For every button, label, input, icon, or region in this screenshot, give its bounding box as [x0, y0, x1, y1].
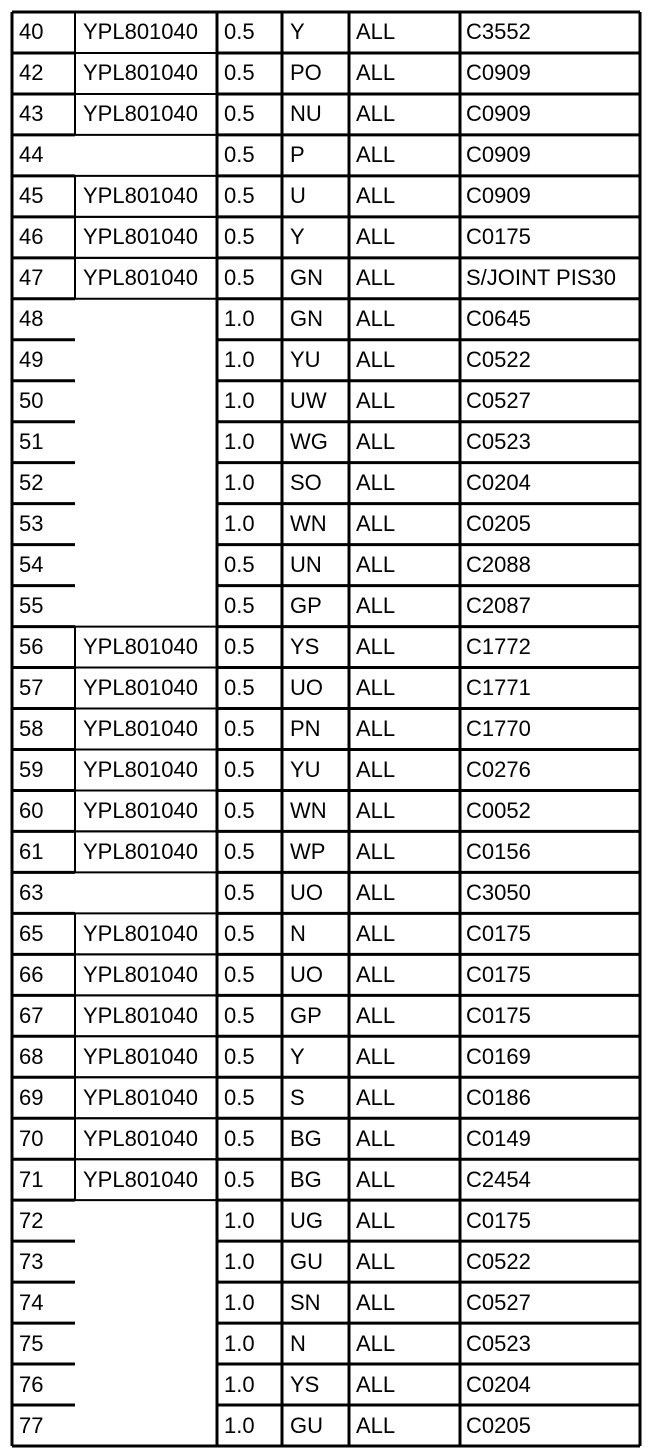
wire-color: GP: [290, 1002, 322, 1028]
part-number: YPL801040: [83, 60, 198, 86]
row-id: 68: [19, 1043, 44, 1069]
wire-size: 0.5: [224, 552, 255, 578]
connector-code: C2088: [466, 552, 531, 578]
connector-code: C0204: [466, 470, 531, 496]
scope: ALL: [356, 1371, 396, 1397]
connector-code: C0276: [466, 756, 531, 782]
wire-size: 0.5: [224, 265, 255, 291]
part-number: YPL801040: [83, 716, 198, 741]
connector-code: C0175: [466, 224, 531, 250]
scope: ALL: [356, 920, 396, 946]
row-id: 58: [19, 716, 44, 741]
scope: ALL: [356, 961, 396, 987]
wire-color: UO: [290, 879, 323, 905]
wire-color: YS: [290, 634, 320, 660]
part-number: YPL801040: [83, 920, 198, 946]
connector-code: C0527: [466, 1289, 531, 1315]
wire-color: UN: [290, 552, 322, 578]
row-id: 42: [19, 60, 44, 86]
connector-code: C1771: [466, 675, 531, 701]
row-id: 73: [19, 1248, 44, 1274]
part-number: YPL801040: [83, 675, 198, 701]
row-id: 53: [19, 511, 44, 537]
connector-code: S/JOINT PIS30: [466, 265, 616, 291]
row-id: 50: [19, 388, 44, 414]
row-id: 61: [19, 838, 44, 864]
row-id: 67: [19, 1002, 44, 1028]
part-number: YPL801040: [83, 838, 198, 864]
wire-size: 1.0: [224, 511, 255, 537]
connector-code: C3050: [466, 879, 531, 905]
wire-size: 0.5: [224, 224, 255, 250]
scope: ALL: [356, 879, 396, 905]
scope: ALL: [356, 388, 396, 414]
scope: ALL: [356, 1248, 396, 1274]
wire-color: GN: [290, 306, 323, 332]
connector-code: C0522: [466, 1248, 531, 1274]
wire-color: GU: [290, 1248, 323, 1274]
wire-color: SO: [290, 470, 322, 496]
connector-code: C0186: [466, 1084, 531, 1110]
wire-color: Y: [290, 19, 305, 45]
wire-color: WP: [290, 838, 326, 864]
row-id: 46: [19, 224, 44, 250]
scope: ALL: [356, 756, 396, 782]
row-id: 77: [19, 1412, 44, 1438]
row-id: 74: [19, 1289, 44, 1315]
wire-color: BG: [290, 1166, 322, 1192]
wire-color: WN: [290, 797, 327, 823]
wire-color: GU: [290, 1412, 323, 1438]
row-id: 69: [19, 1084, 44, 1110]
wire-size: 1.0: [224, 1371, 255, 1397]
scope: ALL: [356, 716, 396, 741]
row-id: 59: [19, 756, 44, 782]
row-id: 40: [19, 19, 44, 45]
row-id: 65: [19, 920, 44, 946]
wire-size: 0.5: [224, 675, 255, 701]
scope: ALL: [356, 1002, 396, 1028]
part-number: YPL801040: [83, 19, 198, 45]
scope: ALL: [356, 224, 396, 250]
scope: ALL: [356, 838, 396, 864]
wire-color: UW: [290, 388, 327, 414]
connector-code: C0522: [466, 347, 531, 373]
wire-color: YU: [290, 756, 321, 782]
connector-code: C2087: [466, 593, 531, 619]
wire-size: 1.0: [224, 429, 255, 455]
connector-code: C0527: [466, 388, 531, 414]
connector-code: C0909: [466, 101, 531, 127]
wire-size: 1.0: [224, 347, 255, 373]
row-id: 49: [19, 347, 44, 373]
wire-size: 0.5: [224, 879, 255, 905]
scope: ALL: [356, 60, 396, 86]
scope: ALL: [356, 19, 396, 45]
wire-size: 0.5: [224, 634, 255, 660]
row-id: 63: [19, 879, 44, 905]
scope: ALL: [356, 1084, 396, 1110]
scope: ALL: [356, 634, 396, 660]
scope: ALL: [356, 1125, 396, 1151]
scope: ALL: [356, 1330, 396, 1356]
row-id: 43: [19, 101, 44, 127]
connector-code: C0523: [466, 429, 531, 455]
connector-code: C1772: [466, 634, 531, 660]
scope: ALL: [356, 1412, 396, 1438]
connector-code: C0175: [466, 961, 531, 987]
row-id: 57: [19, 675, 44, 701]
part-number: YPL801040: [83, 224, 198, 250]
scope: ALL: [356, 1207, 396, 1233]
wire-size: 0.5: [224, 797, 255, 823]
wire-color: GP: [290, 593, 322, 619]
wire-size: 0.5: [224, 961, 255, 987]
wire-color: GN: [290, 265, 323, 291]
part-number: YPL801040: [83, 797, 198, 823]
wire-size: 0.5: [224, 1166, 255, 1192]
part-number: YPL801040: [83, 1166, 198, 1192]
wire-color: SN: [290, 1289, 321, 1315]
part-number: YPL801040: [83, 1002, 198, 1028]
row-id: 66: [19, 961, 44, 987]
row-id: 71: [19, 1166, 44, 1192]
row-id: 60: [19, 797, 44, 823]
wire-color: WN: [290, 511, 327, 537]
connector-code: C0205: [466, 511, 531, 537]
wire-color: WG: [290, 429, 328, 455]
wire-size: 0.5: [224, 920, 255, 946]
connector-code: C0205: [466, 1412, 531, 1438]
wire-size: 0.5: [224, 1125, 255, 1151]
connector-code: C0204: [466, 1371, 531, 1397]
connector-code: C0909: [466, 60, 531, 86]
wire-size: 0.5: [224, 756, 255, 782]
wire-size: 0.5: [224, 183, 255, 209]
wire-color: BG: [290, 1125, 322, 1151]
wire-size: 0.5: [224, 1084, 255, 1110]
part-number: YPL801040: [83, 265, 198, 291]
wire-color: N: [290, 920, 306, 946]
connector-code: C0149: [466, 1125, 531, 1151]
scope: ALL: [356, 265, 396, 291]
scope: ALL: [356, 306, 396, 332]
connector-code: C0052: [466, 797, 531, 823]
scope: ALL: [356, 347, 396, 373]
connector-code: C0909: [466, 142, 531, 168]
row-id: 45: [19, 183, 44, 209]
connector-code: C0645: [466, 306, 531, 332]
wire-color: UO: [290, 675, 323, 701]
wire-size: 1.0: [224, 1289, 255, 1315]
row-id: 51: [19, 429, 44, 455]
wire-size: 1.0: [224, 306, 255, 332]
wire-color: UO: [290, 961, 323, 987]
wire-color: U: [290, 183, 306, 209]
scope: ALL: [356, 511, 396, 537]
wire-size: 0.5: [224, 838, 255, 864]
wire-size: 0.5: [224, 1043, 255, 1069]
wire-color: PN: [290, 716, 321, 741]
wire-size: 1.0: [224, 388, 255, 414]
wire-color: N: [290, 1330, 306, 1356]
connector-code: C0523: [466, 1330, 531, 1356]
wire-size: 0.5: [224, 19, 255, 45]
scope: ALL: [356, 142, 396, 168]
wire-color: PO: [290, 60, 322, 86]
part-number: YPL801040: [83, 1125, 198, 1151]
scope: ALL: [356, 1043, 396, 1069]
scope: ALL: [356, 429, 396, 455]
wire-color: YU: [290, 347, 321, 373]
row-id: 48: [19, 306, 44, 332]
row-id: 44: [19, 142, 44, 168]
scope: ALL: [356, 1166, 396, 1192]
connector-code: C3552: [466, 19, 531, 45]
scope: ALL: [356, 552, 396, 578]
wire-color: YS: [290, 1371, 320, 1397]
wire-size: 0.5: [224, 1002, 255, 1028]
row-id: 56: [19, 634, 44, 660]
connector-code: C0175: [466, 1207, 531, 1233]
wire-size: 1.0: [224, 1207, 255, 1233]
wire-size: 1.0: [224, 1330, 255, 1356]
connector-code: C0909: [466, 183, 531, 209]
wire-size: 0.5: [224, 593, 255, 619]
row-id: 47: [19, 265, 44, 291]
scope: ALL: [356, 183, 396, 209]
wire-size: 1.0: [224, 1248, 255, 1274]
wire-size: 0.5: [224, 101, 255, 127]
row-id: 72: [19, 1207, 44, 1233]
wire-size: 1.0: [224, 470, 255, 496]
connector-code: C2454: [466, 1166, 531, 1192]
wire-color: P: [290, 142, 305, 168]
wire-color: UG: [290, 1207, 323, 1233]
row-id: 52: [19, 470, 44, 496]
row-id: 76: [19, 1371, 44, 1397]
part-number: YPL801040: [83, 183, 198, 209]
row-id: 70: [19, 1125, 44, 1151]
connector-code: C0156: [466, 838, 531, 864]
wire-color: Y: [290, 224, 305, 250]
part-number: YPL801040: [83, 756, 198, 782]
scope: ALL: [356, 470, 396, 496]
part-number: YPL801040: [83, 1084, 198, 1110]
part-number: YPL801040: [83, 1043, 198, 1069]
scope: ALL: [356, 797, 396, 823]
part-number: YPL801040: [83, 101, 198, 127]
row-id: 55: [19, 593, 44, 619]
connector-code: C0175: [466, 1002, 531, 1028]
connector-code: C0169: [466, 1043, 531, 1069]
wire-size: 0.5: [224, 142, 255, 168]
scope: ALL: [356, 101, 396, 127]
row-id: 54: [19, 552, 44, 578]
wire-size: 1.0: [224, 1412, 255, 1438]
row-id: 75: [19, 1330, 44, 1356]
wire-color: NU: [290, 101, 322, 127]
scope: ALL: [356, 593, 396, 619]
scope: ALL: [356, 675, 396, 701]
wire-color: Y: [290, 1043, 305, 1069]
wire-color: S: [290, 1084, 305, 1110]
wire-size: 0.5: [224, 716, 255, 741]
part-number: YPL801040: [83, 961, 198, 987]
scope: ALL: [356, 1289, 396, 1315]
connector-code: C0175: [466, 920, 531, 946]
connector-code: C1770: [466, 716, 531, 741]
part-number: YPL801040: [83, 634, 198, 660]
wire-size: 0.5: [224, 60, 255, 86]
